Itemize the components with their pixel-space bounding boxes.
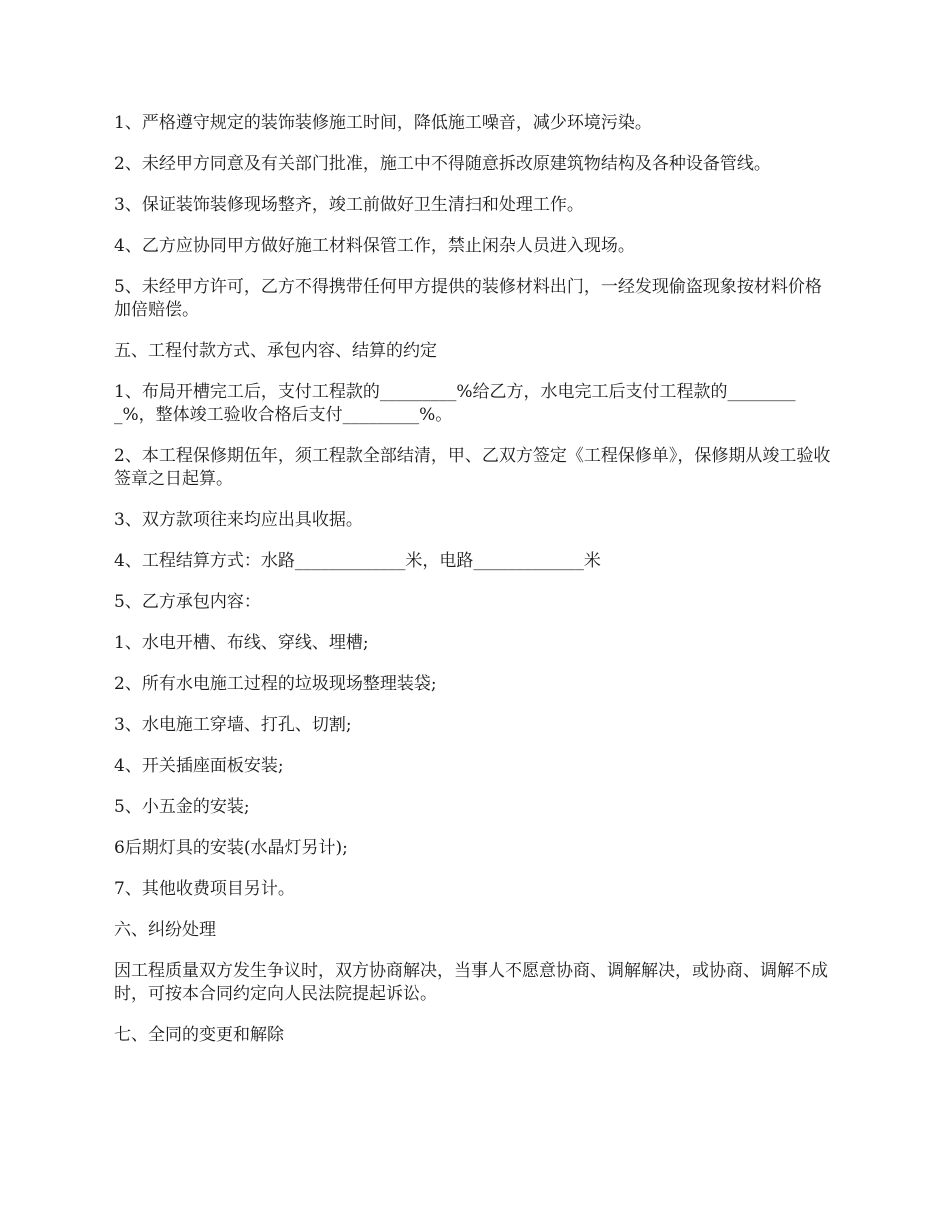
clause-1-noise: 1、严格遵守规定的装饰装修施工时间，降低施工噪音，减少环境污染。	[114, 113, 652, 133]
payment-clause-3-receipts: 3、双方款项往来均应出具收据。	[114, 510, 363, 530]
scope-item-3: 3、水电施工穿墙、打孔、切割;	[114, 715, 352, 735]
scope-item-6: 6后期灯具的安装(水晶灯另计);	[114, 838, 348, 858]
clause-3-cleanup: 3、保证装饰装修现场整齐，竣工前做好卫生清扫和处理工作。	[114, 195, 584, 215]
clause-2-structure: 2、未经甲方同意及有关部门批准，施工中不得随意拆改原建筑物结构及各种设备管线。	[114, 154, 771, 174]
section-5-heading: 五、工程付款方式、承包内容、结算的约定	[114, 341, 437, 361]
clause-5-materials-removal: 5、未经甲方许可，乙方不得携带任何甲方提供的装修材料出门，一经发现偷盗现象按材料价格加倍赔偿。	[114, 277, 822, 320]
clause-4-materials-custody: 4、乙方应协同甲方做好施工材料保管工作，禁止闲杂人员进入现场。	[114, 236, 635, 256]
payment-clause-5-scope: 5、乙方承包内容：	[114, 592, 261, 612]
scope-item-7: 7、其他收费项目另计。	[114, 879, 295, 899]
dispute-clause: 因工程质量双方发生争议时，双方协商解决，当事人不愿意协商、调解解决，或协商、调解不成时，可按本合同约定向人民法院提起诉讼。	[114, 961, 828, 1004]
scope-item-4: 4、开关插座面板安装;	[114, 756, 284, 776]
scope-item-5: 5、小五金的安装;	[114, 797, 250, 817]
section-7-heading: 七、全同的变更和解除	[114, 1025, 284, 1045]
payment-clause-4-settlement: 4、工程结算方式：水路_____________米，电路_____________米	[114, 551, 601, 571]
scope-item-2: 2、所有水电施工过程的垃圾现场整理装袋;	[114, 674, 437, 694]
section-6-heading: 六、纠纷处理	[114, 920, 216, 940]
payment-clause-2-warranty: 2、本工程保修期伍年，须工程款全部结清，甲、乙双方签定《工程保修单》，保修期从竣工验收签章之日起算。	[114, 446, 831, 489]
scope-item-1: 1、水电开槽、布线、穿线、埋槽;	[114, 633, 369, 653]
payment-clause-1: 1、布局开槽完工后，支付工程款的_________%给乙方，水电完工后支付工程款的_________%，整体竣工验收合格后支付_________%。	[114, 382, 796, 425]
